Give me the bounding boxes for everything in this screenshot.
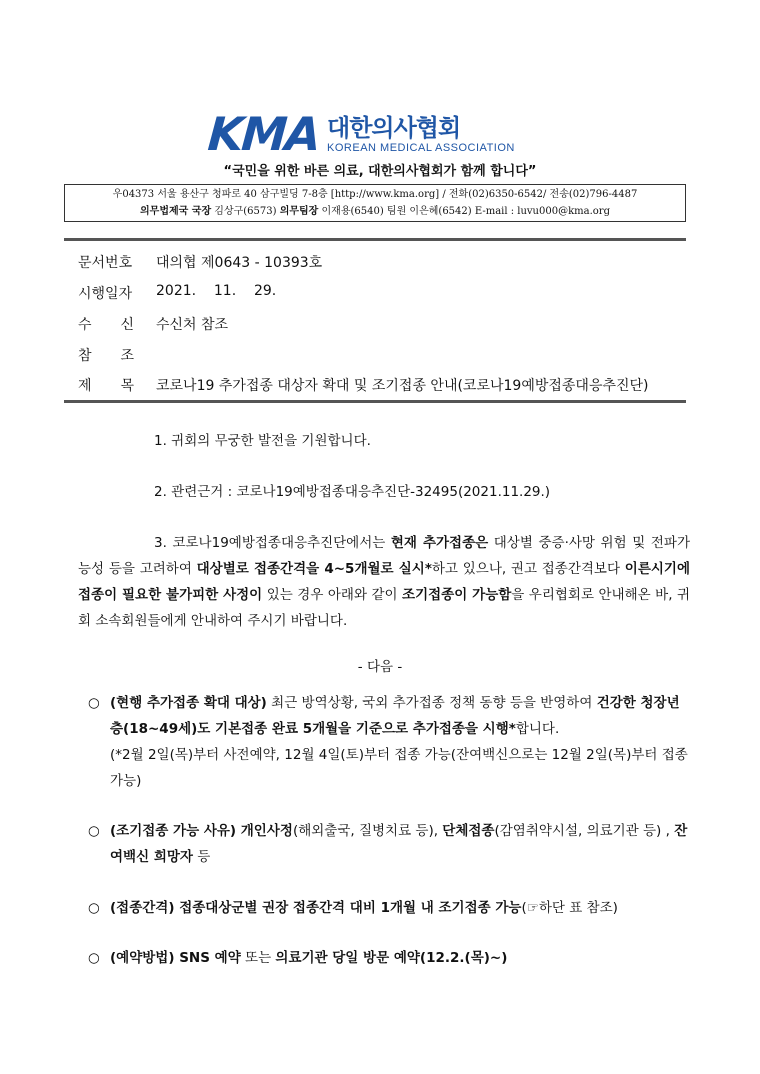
kma-logo — [206, 107, 515, 161]
logo-korean-name: 대한의사협회 — [327, 114, 461, 142]
logo-text — [327, 114, 515, 154]
top-divider — [64, 238, 686, 241]
contact-line-2 — [65, 203, 685, 220]
next-divider: - 다음 - — [357, 659, 403, 675]
recipient-value: 수신처 참조 — [156, 317, 229, 333]
slogan: “국민을 위한 바른 의료, 대한의사협회가 함께 합니다” — [223, 164, 537, 179]
bottom-divider — [64, 400, 686, 403]
doc-number-label: 문서번호 — [78, 255, 133, 271]
recipient-row — [78, 314, 228, 334]
contact-value-1: 김상구(6573) — [211, 206, 280, 217]
list-item-reasons: ○ (조기접종 가능 사유) 개인사정(해외출국, 질병치료 등), 단체접종(감염취약시설, 의료기관 등) , 잔여백신 희망자 등 — [88, 818, 692, 870]
subject-value: 코로나19 추가접종 대상자 확대 및 조기접종 안내(코로나19예방접종대응추진단) — [156, 378, 649, 394]
reference-label: 참 조 — [78, 348, 134, 364]
bullet-circle: ○ — [88, 950, 100, 966]
logo-mark: KMA — [206, 107, 321, 161]
note: (*2월 2일(목)부터 사전예약, 12월 4일(토)부터 접종 가능(잔여백신으로는 12월 2일(목)부터 접종 가능) — [110, 747, 688, 789]
paragraph-1: 1. 귀회의 무궁한 발전을 기원합니다. — [154, 433, 371, 449]
contact-line-1: 우04373 서울 용산구 청파로 40 삼구빌딩 7-8층 [http://www.kma.org] / 전화(02)6350-6542/ 전송(02)796-4487 — [112, 189, 638, 200]
list-item-expansion: ○ (현행 추가접종 확대 대상) 최근 방역상황, 국외 추가접종 정책 동향 등을 반영하여 건강한 청장년층(18~49세)도 기본접종 완료 5개월을 기준으로 추가접종을 시행*합니다. (*2월 2일(목)부터 사전예약, 12월 4일(토)부터 접종 가능(잔여백신으로는 12월 2일(목)부터 접종 가능) — [88, 690, 692, 794]
bullet-circle: ○ — [88, 695, 100, 711]
bullet-circle: ○ — [88, 823, 100, 839]
bullet-circle: ○ — [88, 900, 100, 916]
subject-label: 제 목 — [78, 378, 134, 394]
date-value: 2021. 11. 29. — [156, 283, 277, 299]
reference-row — [78, 345, 156, 365]
doc-number-value: 대의협 제0643 - 10393호 — [156, 255, 323, 271]
contact-value-2: 이재용(6540) 팀원 이은혜(6542) E-mail : luvu000@kma.org — [318, 206, 610, 217]
date-row — [78, 283, 276, 303]
contact-label-1: 의무법제국 국장 — [140, 206, 212, 217]
paragraph-2: 2. 관련근거 : 코로나19예방접종대응추진단-32495(2021.11.29.) — [154, 484, 551, 500]
contact-label-2: 의무팀장 — [279, 206, 319, 217]
logo-english-name: KOREAN MEDICAL ASSOCIATION — [327, 142, 515, 154]
paragraph-3: 3. 코로나19예방접종대응추진단에서는 현재 추가접종은 대상별 중증·사망 위험 및 전파가능성 등을 고려하여 대상별로 접종간격을 4~5개월로 실시*하고 있으나, 권고 접종간격보다 이른시기에 접종이 필요한 불가피한 사정이 있는 경우 아래와 같이 조기접종이 가능함을 우리협회로 안내해온 바, 귀회 소속회원들에게 안내하여 주시기 바랍니다. — [78, 535, 691, 629]
subject-row — [78, 375, 649, 395]
doc-number-row — [78, 252, 322, 272]
list-item-interval: ○ (접종간격) 접종대상군별 권장 접종간격 대비 1개월 내 조기접종 가능(☞하단 표 참조) — [88, 895, 692, 921]
recipient-label: 수 신 — [78, 317, 134, 333]
list-item-booking: ○ (예약방법) SNS 예약 또는 의료기관 당일 방문 예약(12.2.(목)~) — [88, 945, 692, 971]
contact-box — [64, 184, 686, 222]
date-label: 시행일자 — [78, 286, 133, 302]
